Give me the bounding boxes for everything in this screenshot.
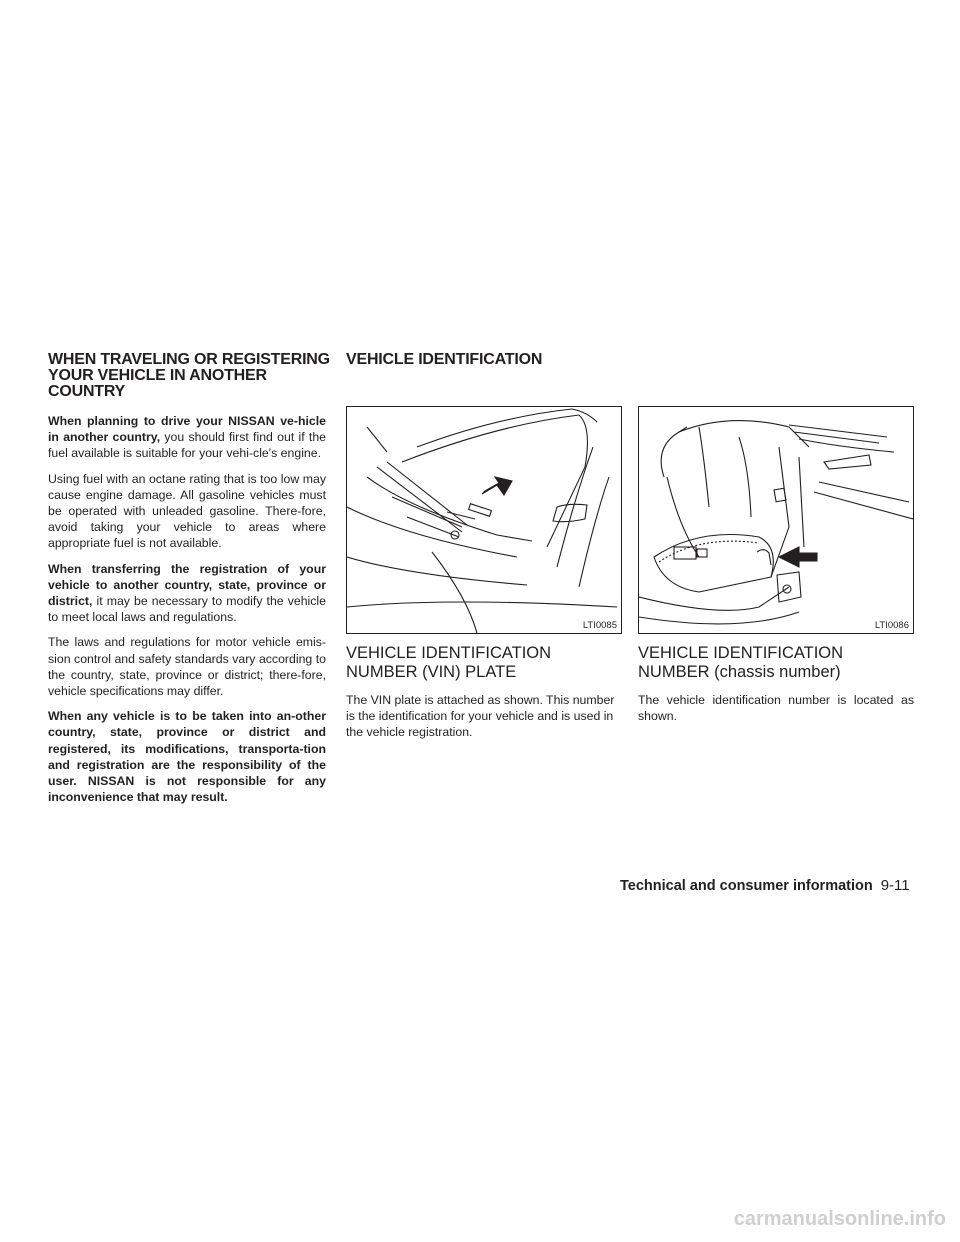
vin-plate-figure — [346, 406, 622, 634]
paragraph-transferring-bold: When transferring the registration of your vehicle to another country, state, province or district, — [48, 561, 326, 609]
watermark: carmanualsonline.info — [733, 1208, 946, 1230]
figure-code: LTI0085 — [582, 620, 617, 631]
section-heading-vehicle-identification: VEHICLE IDENTIFICATION — [346, 351, 543, 368]
paragraph-responsibility: When any vehicle is to be taken into an-other country, state, province or district and registered, its modifications, transporta-tion and registration are the responsibility of the user. NISSAN is not responsible for any inconvenience that may result. — [48, 709, 326, 805]
footer-section-title: Technical and consumer information — [620, 878, 873, 894]
chassis-number-figure — [638, 406, 914, 634]
paragraph-transferring-text: it may be necessary to modify the vehicle to meet local laws and regulations. — [48, 594, 326, 625]
paragraph-laws: The laws and regulations for motor vehicle emis-sion control and safety standards vary according to the country, state, province or district; there-fore, vehicle specifications may differ. — [48, 635, 326, 699]
windshield-illustration — [347, 407, 621, 633]
section-heading-traveling: WHEN TRAVELING OR REGISTERING YOUR VEHICLE IN ANOTHER COUNTRY — [48, 351, 330, 400]
left-column — [48, 351, 330, 814]
subheading-vin-plate: VEHICLE IDENTIFICATION NUMBER (VIN) PLATE — [346, 644, 552, 681]
arrow-icon — [482, 477, 512, 495]
paragraph-octane: Using fuel with an octane rating that is too low may cause engine damage. All gasoline vehicles must be operated with unleaded gasoline. There-fore, avoid taking your vehicle to areas where appropriate fuel is not available. — [48, 471, 326, 551]
paragraph-planning — [48, 413, 326, 462]
paragraph-planning-bold: When planning to drive your NISSAN ve-hicle in another country, — [48, 414, 326, 445]
arrow-icon — [779, 547, 817, 567]
page-number: 9-11 — [880, 877, 910, 894]
paragraph-chassis-number: The vehicle identification number is located as shown. — [638, 693, 914, 724]
right-column — [638, 352, 914, 733]
seat-illustration — [639, 407, 913, 633]
middle-column — [346, 352, 622, 750]
figure-code: LTI0086 — [874, 620, 909, 631]
subheading-chassis-number: VEHICLE IDENTIFICATION NUMBER (chassis number) — [638, 644, 844, 681]
page-footer — [620, 877, 910, 894]
paragraph-transferring — [48, 561, 326, 626]
paragraph-planning-text: you should first find out if the fuel available is suitable for your vehi-cle's engine. — [48, 430, 326, 461]
paragraph-vin-plate: The VIN plate is attached as shown. This number is the identification for your vehicle and is used in the vehicle registration. — [346, 693, 615, 740]
